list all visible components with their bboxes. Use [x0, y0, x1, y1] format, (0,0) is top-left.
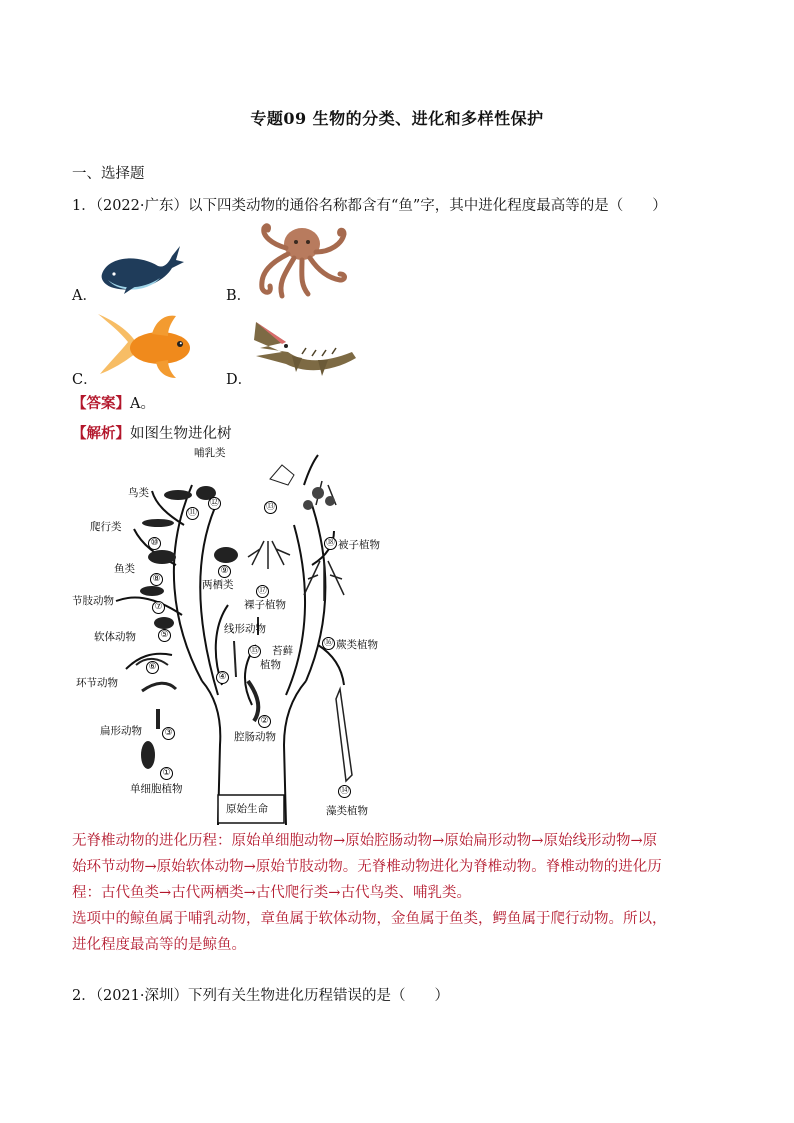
- num-4: ④: [216, 671, 229, 684]
- num-1: ①: [160, 767, 173, 780]
- num-2: ②: [258, 715, 271, 728]
- label-moss-2: 植物: [260, 659, 281, 671]
- num-18: ⑱: [325, 538, 335, 548]
- analysis-line-1: 无脊椎动物的进化历程：原始单细胞动物→原始腔肠动物→原始扁形动物→原始线形动物→原: [72, 833, 658, 849]
- label-moss-1: 苔藓: [272, 645, 293, 657]
- label-nematode: 线形动物: [224, 623, 266, 635]
- label-coelenterate: 腔肠动物: [234, 731, 276, 743]
- num-5: ⑤: [158, 629, 171, 642]
- goldfish-image: [96, 306, 200, 380]
- num-14: ⑭: [339, 786, 349, 796]
- num-10: ⑩: [148, 537, 161, 550]
- num-12: ⑫: [209, 498, 219, 508]
- option-c-label: C．: [72, 372, 98, 388]
- label-flatworm: 扁形动物: [100, 725, 142, 737]
- analysis-line-4: 选项中的鲸鱼属于哺乳动物，章鱼属于软体动物，金鱼属于鱼类，鳄鱼属于爬行动物。所以，: [72, 911, 667, 927]
- analysis-intro: 如图生物进化树: [130, 426, 232, 442]
- analysis-line-2: 始环节动物→原始软体动物→原始节肢动物。无脊椎动物进化为脊椎动物。脊椎动物的进化历: [72, 859, 662, 875]
- octopus-image: [252, 222, 352, 300]
- answer-line: [72, 394, 155, 414]
- label-fern: 蕨类植物: [336, 639, 378, 651]
- label-amphibian: 两栖类: [202, 579, 234, 591]
- label-arthropod: 节肢动物: [72, 595, 114, 607]
- label-gymnosperm: 裸子植物: [244, 599, 286, 611]
- analysis-line: [72, 424, 232, 444]
- num-11: ⑪: [187, 508, 197, 518]
- num-9: ⑨: [218, 565, 231, 578]
- num-13: ⑬: [265, 502, 275, 512]
- num-15: ⑮: [249, 646, 259, 656]
- crocodile-image: [252, 312, 356, 382]
- answer-tag: 【答案】: [72, 395, 130, 412]
- num-16: ⑯: [323, 638, 333, 648]
- label-mollusk: 软体动物: [94, 631, 136, 643]
- label-fish: 鱼类: [114, 563, 135, 575]
- section-heading: 一、选择题: [72, 166, 145, 182]
- num-8: ⑧: [150, 573, 163, 586]
- label-angiosperm: 被子植物: [338, 539, 380, 551]
- question-1-stem: 1．（2022·广东）以下四类动物的通俗名称都含有“鱼”字，其中进化程度最高等的是（ ）: [72, 198, 667, 214]
- label-reptile: 爬行类: [90, 521, 122, 533]
- num-7: ⑦: [152, 601, 165, 614]
- option-a-label: A．: [72, 288, 97, 304]
- num-6: ⑥: [146, 661, 159, 674]
- question-2-stem: 2．（2021·深圳）下列有关生物进化历程错误的是（ ）: [72, 988, 449, 1004]
- analysis-line-3: 程：古代鱼类→古代两栖类→古代爬行类→古代鸟类、哺乳类。: [72, 885, 471, 901]
- whale-image: [98, 238, 184, 298]
- analysis-block-1: [72, 828, 722, 958]
- label-algae: 藻类植物: [326, 805, 368, 817]
- option-b-label: B．: [226, 288, 252, 304]
- label-unicell: 单细胞植物: [130, 783, 183, 795]
- label-mammal: 哺乳类: [194, 447, 226, 459]
- label-origin: 原始生命: [226, 803, 268, 815]
- answer-value: A。: [130, 396, 155, 412]
- analysis-tag: 【解析】: [72, 425, 130, 442]
- page-title: 专题09 生物的分类、进化和多样性保护: [250, 109, 544, 128]
- num-3: ③: [162, 727, 175, 740]
- label-annelid: 环节动物: [76, 677, 118, 689]
- analysis-line-5: 进化程度最高等的是鲸鱼。: [72, 937, 246, 953]
- evolution-tree-diagram: [72, 445, 402, 825]
- num-17: ⑰: [257, 586, 267, 596]
- option-d-label: D．: [226, 372, 253, 388]
- label-bird: 鸟类: [128, 487, 149, 499]
